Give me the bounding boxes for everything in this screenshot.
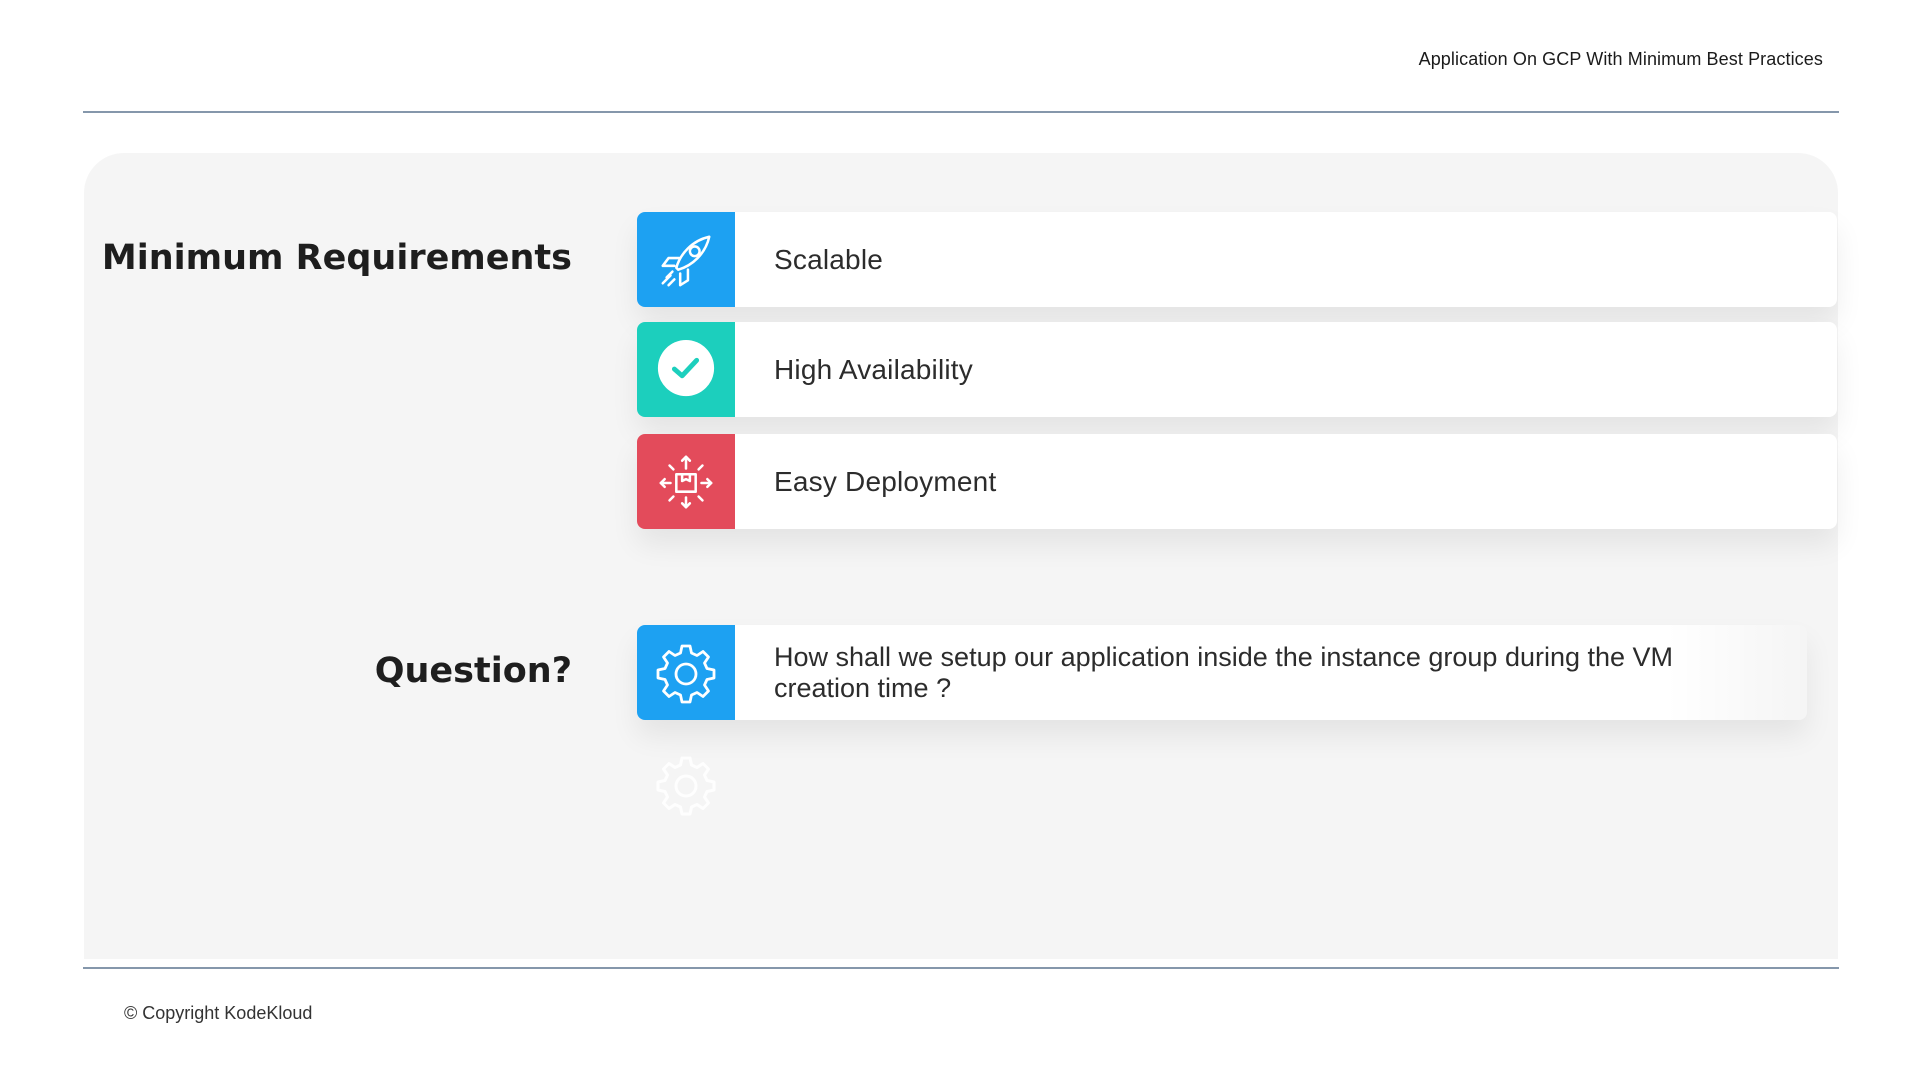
question-icon-box [637,625,735,720]
requirement-icon-box [637,434,735,529]
package-deploy-icon [655,451,717,513]
requirement-label: High Availability [774,353,973,385]
question-card [637,625,1807,720]
requirement-label: Scalable [774,243,884,275]
copyright-footer: © Copyright KodeKloud [124,1003,313,1023]
faded-gear-icon [654,753,718,817]
slide-header-title: Application On GCP With Minimum Best Practices [1418,49,1823,69]
requirement-label: Easy Deployment [774,465,997,497]
rocket-icon [655,229,717,291]
requirement-card-easy-deployment [637,434,1837,529]
question-text: How shall we setup our application inside the instance group during the VM creation time ? [774,642,1674,703]
check-circle-icon [655,339,717,401]
footer-divider [83,967,1839,969]
requirement-card-scalable [637,212,1837,307]
gear-icon [654,641,718,705]
header-divider [83,111,1839,113]
requirement-card-high-availability [637,322,1837,417]
requirements-heading: Minimum Requirements [101,238,572,278]
requirement-icon-box [637,322,735,417]
question-heading: Question? [374,651,572,691]
requirement-icon-box [637,212,735,307]
